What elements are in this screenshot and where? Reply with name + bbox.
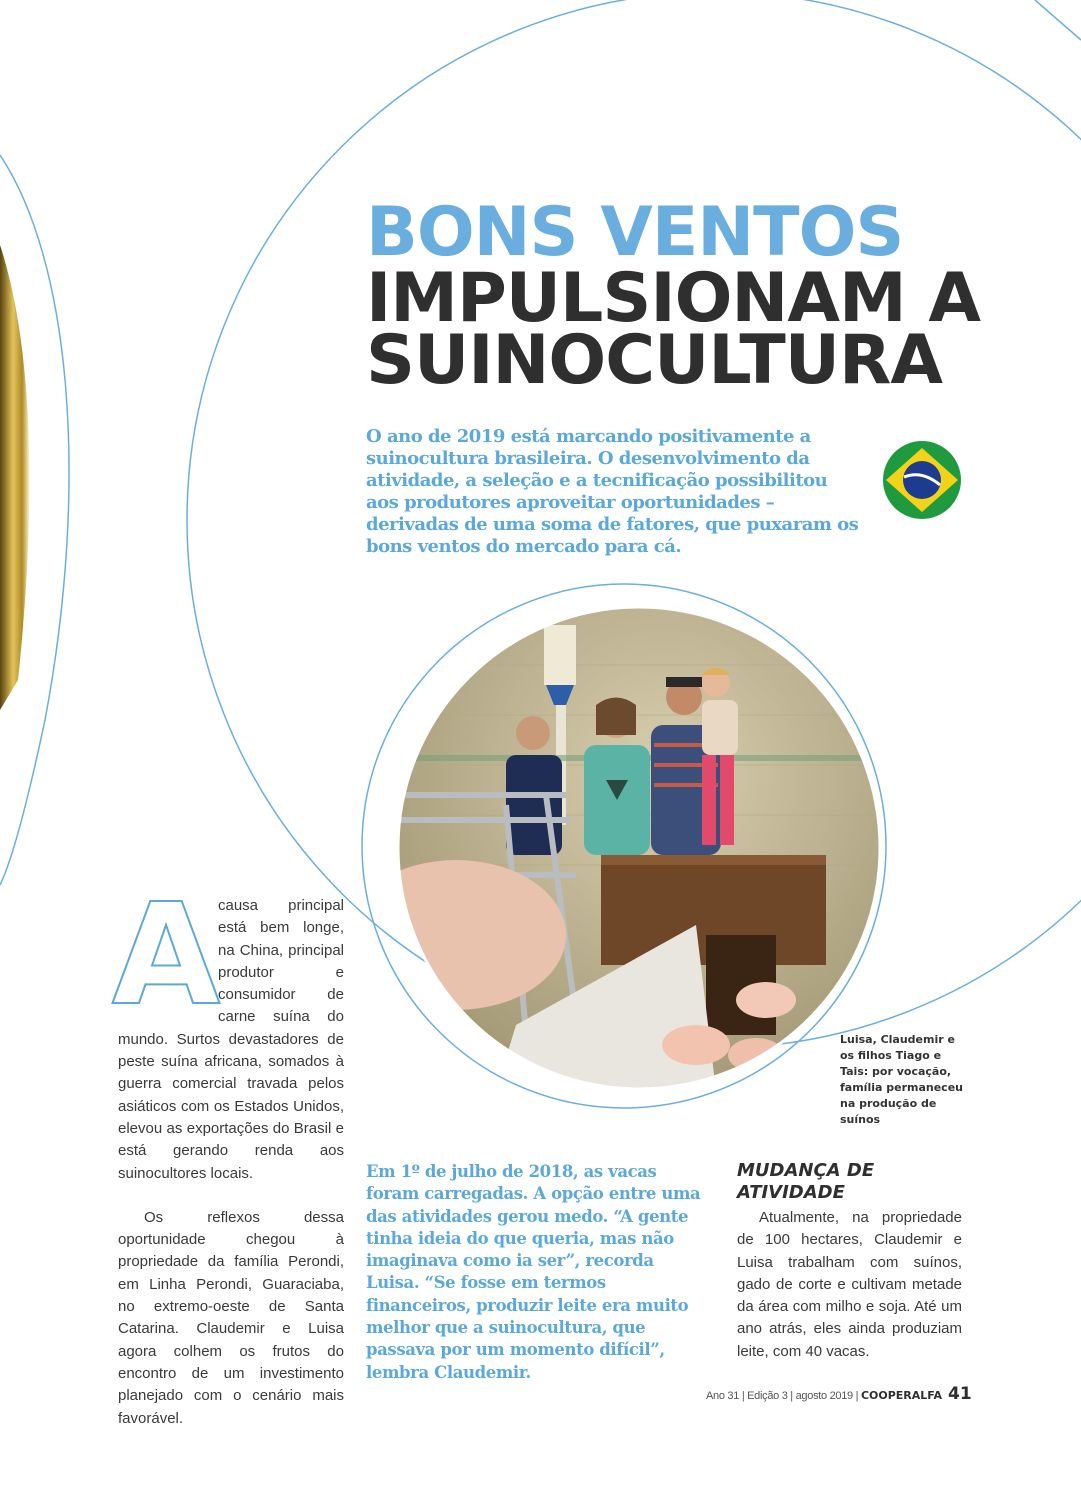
body-column-1 [111,874,344,1452]
brand-name: COOPERALFA [860,1389,943,1402]
paragraph-1-text: causa principal está bem longe, na China, principal produtor e consumidor de carne suína do mundo. Surtos devastadores de peste suína africana, somados à guerra comercial travada pelos asiáticos com os Estados Unidos, elevou as exportações do Brasil e está gerando renda aos suinocultores locais. [118,897,344,1182]
brazil-flag-icon [882,440,962,520]
lead-paragraph: O ano de 2019 está marcando positivamente a suinocultura brasileira. O desenvolvimento da atividade, a seleção e a tecnificação possibilitou aos produtores aproveitar oportunidades – derivadas de uma soma de fatores, que puxaram os bons ventos do mercado para cá. [366,426,859,557]
article-title [366,193,980,400]
title-line-3: SUINOCULTURA [366,321,942,400]
issue-info: Ano 31 | Edição 3 | agosto 2019 | [706,1390,861,1402]
title-line-2: IMPULSIONAM A [366,259,980,338]
drop-cap [111,874,221,1037]
paragraph-2: Os reflexos dessa oportunidade chegou à propriedade da família Perondi, em Linha Perondi, Guaraciaba, no extremo-oeste de Santa Catarina. Claudemir e Luisa agora colhem os frutos do encontro de um investimento planejado com o cenário mais favorável. [118,1208,344,1427]
page-footer [706,1384,972,1404]
body-column-3: Atualmente, na propriedade de 100 hectares, Claudemir e Luisa trabalham com suínos, gado de corte e cultivam metade da área com milho e soja. Até um ano atrás, eles ainda produziam leite, com 40 vacas. [737,1209,962,1360]
photo-caption: Luisa, Claudemir e os filhos Tiago e Tais: por vocação, família permaneceu na produção de suínos [840,1033,963,1126]
family-photo [396,605,882,1091]
section-subheading: MUDANÇA DE ATIVIDADE [737,1160,875,1203]
paragraph-1 [111,874,344,1185]
pull-quote: Em 1º de julho de 2018, as vacas foram carregadas. A opção entre uma das atividades gerou medo. “A gente tinha ideia do que queria, mas não imaginava como ia ser”, recorda Luisa. “Se fosse em termos financeiros, produzir leite era muito melhor que a suinocultura, que passava por um momento difícil”, lembra Claudemir. [366,1162,701,1382]
title-line-1: BONS VENTOS [366,193,904,272]
svg-text:A: A [111,874,221,1037]
page-number: 41 [948,1384,972,1404]
